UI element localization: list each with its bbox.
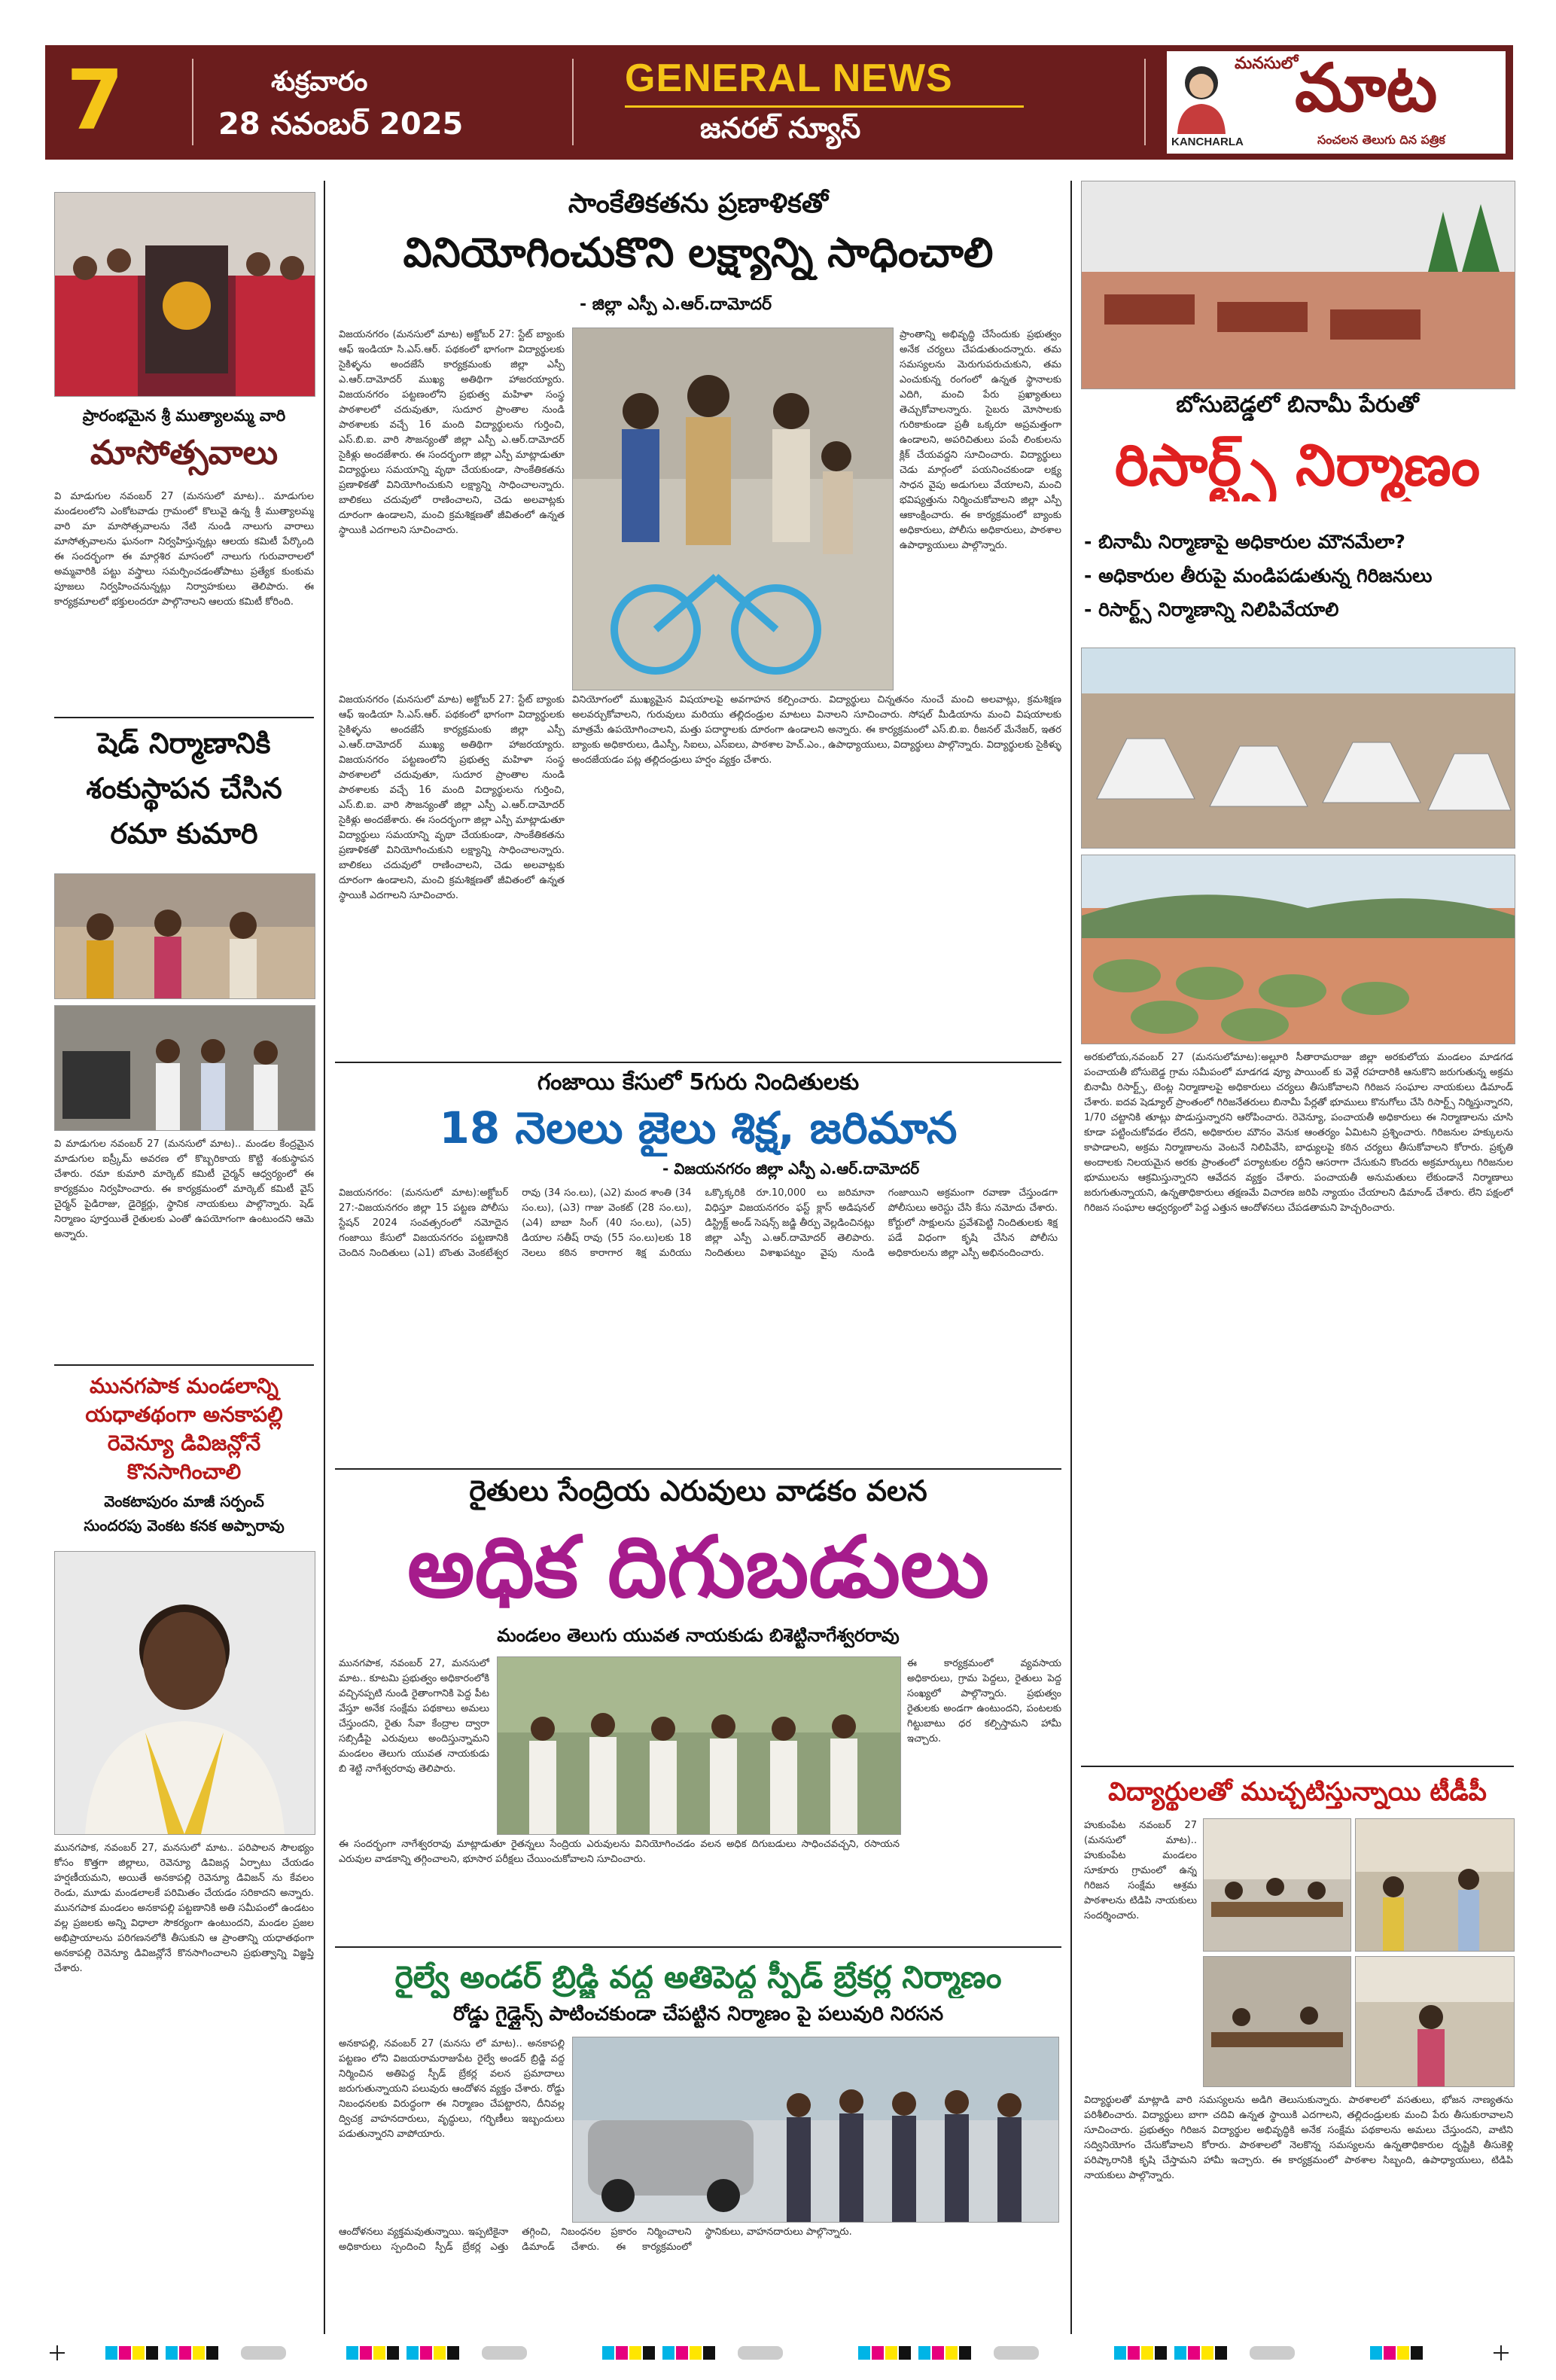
shed-photo-1: [54, 873, 315, 999]
resort-photo-3: [1081, 855, 1515, 1044]
railway-article-text: ఆందోళనలు వ్యక్తమవుతున్నాయి. ఇప్పటికైనా అధికారులు స్పందించి స్పీడ్ బ్రేకర్ల ఎత్తు తగ్గించి, నిబంధనల ప్రకారం నిర్మించాలని డిమాండ్ చేశారు. ఈ కార్యక్రమంలో స్థానికులు, వాహనదారులు పాల్గొన్నారు.: [339, 2226, 852, 2253]
tdp-article-body-bottom: విద్యార్థులతో మాట్లాడి వారి సమస్యలను అడిగి తెలుసుకున్నారు. పాఠశాలలో వసతులు, భోజన నాణ్యతను పరిశీలించారు. విద్యార్థులు బాగా చదివి ఉన్నత స్థాయికి ఎదగాలని, తల్లిదండ్రులకు మంచి పేరు తీసుకురావాలని సూచించారు. ప్రభుత్వం గిరిజన విద్యార్థుల అభివృద్ధికి అనేక సంక్షేమ పథకాలను అమలు చేస్తుందని, వాటిని సద్వినియోగం చేసుకోవాలని కోరారు. పాఠశాలలో నెలకొన్న సమస్యలను ఉన్నతాధికారుల దృష్టికి తీసుకెళ్లి పరిష్కారానికి కృషి చేస్తామని హామీ ఇచ్చారు. ఈ కార్యక్రమంలో పాఠశాల సిబ్బంది, ఉపాధ్యాయులు, టిడిపి నాయకులు పాల్గొన్నారు.: [1084, 2095, 1513, 2181]
ganja-article-kicker: గంజాయి కేసులో 5గురు నిందితులకు: [537, 1069, 860, 1096]
section-title-te: జనరల్ న్యూస్: [700, 111, 861, 145]
resort-bullet-2: - అధికారుల తీరుపై మండిపడుతున్న గిరిజనులు: [1084, 565, 1433, 587]
farmers-article-body-bottom: ఈ సందర్భంగా నాగేశ్వరరావు మాట్లాడుతూ రైతన్నలు సేంద్రియ ఎరువులను వినియోగించడం వలన అధిక దిగుబడులు సాధించవచ్చని, రసాయన ఎరువుల వాడకాన్ని తగ్గించాలని, భూసార పరీక్షలు చేయించుకోవాలని సూచించారు.: [339, 1839, 900, 1865]
header-divider-2: [572, 59, 574, 145]
tdp-article-body-left: హుకుంపేట నవంబర్ 27 (మనసులో మాట).. హుకుంపేట మండలం సూకూరు గ్రామంలో ఉన్న గిరిజన సంక్షేమ ఆశ్రమ పాఠశాలను టిడిపి నాయకులు సందర్శించారు.: [1084, 1820, 1197, 1921]
header-day: శుక్రవారం: [271, 66, 368, 97]
temple-article-body: వి మాడుగుల నవంబర్ 27 (మనసులో మాట).. మాడుగుల మండలంలోని ఎంకోటవాడు గ్రామంలో కొలువై ఉన్న శ్రీ ముత్యాలమ్మ వారి మా మాసోత్సవాలను నేటి నుండి నాలుగు వారాలు మాసోత్సవాలను ఘనంగా నిర్వహిస్తున్నట్లు ఆలయ కమిటీ పేర్కొంది ఈ సందర్భంగా ఈ మార్గశిర మాసంలో నాలుగు గురువారాలలో అమ్మవారికి పట్టు వస్త్రాలు సమర్పించడంతోపాటు ప్రత్యేక కుంకుమ పూజలు నిర్వహించనున్నట్లు నిర్వాహకులు తెలిపారు. ఈ కార్యక్రమాలలో భక్తులందరూ పాల్గొనాలని ఆలయ కమిటీ కోరింది.: [54, 491, 314, 608]
logo-tagline: సంచలన తెలుగు దిన పత్రిక: [1317, 133, 1445, 147]
ganja-article-headline: 18 నెలలు జైలు శిక్ష, జరిమాన: [439, 1102, 958, 1153]
owner-portrait-icon: [1171, 59, 1232, 134]
resort-bullet-3: - రిసార్ట్స్ నిర్మాణాన్ని నిలిపివేయాలి: [1084, 599, 1339, 620]
farmers-article-kicker: రైతులు సేంద్రియ ఎరువులు వాడకం వలన: [469, 1474, 927, 1507]
header-divider: [192, 59, 193, 145]
sarpanch-name: సుందరపు వెంకట కనక అప్పారావు: [84, 1516, 285, 1534]
logo-owner-text: KANCHARLA: [1171, 136, 1244, 148]
farmers-article-body-left: మునగపాక, నవంబర్ 27, మనసులో మాట.. కూటమి ప్రభుత్వం అధికారంలోకి వచ్చినప్పటి నుండి రైతాంగానికి పెద్ద పీట వేస్తూ అనేక సంక్షేమ పథకాలు అమలు చేస్తుందని, రైతు సేవా కేంద్రాల ద్వారా సబ్సిడీపై ఎరువులు అందిస్తున్నామని మండలం తెలుగు యువత నాయకుడు బి శెట్టి నాగేశ్వరరావు తెలిపారు.: [339, 1658, 489, 1775]
page-number: 7: [66, 52, 124, 148]
temple-headline: మాసోత్సవాలు: [90, 434, 279, 472]
sp-article-body-bottom: వినియోగంలో ముఖ్యమైన విషయాలపై అవగాహన కల్పించారు. విద్యార్థులు చిన్నతనం నుంచే మంచి అలవాట్లు, క్రమశిక్షణ అలవర్చుకోవాలని, గురువులు మరియు తల్లిదండ్రుల మాటలు వినాలని సూచించారు. సోషల్ మీడియాను మంచి విషయాలకు మాత్రమే ఉపయోగించాలని, మత్తు పదార్థాలకు దూరంగా ఉండాలని అన్నారు. ఈ కార్యక్రమంలో ఎస్.బి.ఐ. రీజనల్ మేనేజర్, ఇతర బ్యాంకు అధికారులు, డిఎస్పీ, సిఐలు, ఎస్ఐలు, పాఠశాల హెచ్.ఎం., ఉపాధ్యాయులు, విద్యార్థులు పాల్గొన్నారు. విద్యార్థులకు సైకిళ్ళు అందజేయడం పట్ల తల్లిదండ్రులు హర్షం వ్యక్తం చేశారు.: [572, 694, 1061, 766]
shed-headline-line-3: రమా కుమారి: [110, 817, 258, 850]
left-divider-1: [54, 717, 314, 718]
right-divider-1: [1081, 1766, 1514, 1767]
sarpanch-title: వెంకటాపురం మాజీ సర్పంచ్: [104, 1492, 264, 1510]
farmers-article-photo: [497, 1656, 901, 1835]
sarpanch-portrait: [54, 1551, 315, 1835]
resort-article-kicker: బోసుబెడ్డలో బినామీ పేరుతో: [1176, 392, 1419, 418]
column-rule-left: [324, 181, 325, 2334]
tdp-photo-4: [1355, 1956, 1515, 2087]
munagapaka-headline-text: మునగపాక మండలాన్ని యధాతథంగా అనకాపల్లి రెవెన్యూ డివిజన్లోనే కొనసాగించాలి: [85, 1373, 283, 1484]
railway-article-body-left: అనకాపల్లి, నవంబర్ 27 (మనసు లో మాట).. అనకాపల్లి పట్టణం లోని విజయరామరాజుపేట రైల్వే అండర్ బ్రిడ్జి వద్ద నిర్మించిన అతిపెద్ద స్పీడ్ బ్రేకర్ల వలన ప్రమాదాలు జరుగుతున్నాయని పలువురు ఆందోళన వ్యక్తం చేశారు. రోడ్డు నిబంధనలకు విరుద్ధంగా ఈ నిర్మాణం చేపట్టారని, దీనివల్ల ద్విచక్ర వాహనదారులు, వృద్ధులు, గర్భిణీలు ఇబ్బందులు పడుతున్నారని వాపోయారు.: [339, 2038, 565, 2140]
sp-article-photo: [572, 328, 894, 690]
center-divider-3: [335, 1946, 1061, 1948]
masthead: [45, 45, 1513, 160]
header-date: 28 నవంబర్ 2025: [218, 107, 464, 142]
sp-article-body-left: విజయనగరం (మనసులో మాట) అక్టోబర్ 27: స్టేట్ బ్యాంకు ఆఫ్ ఇండియా సి.ఎస్.ఆర్. పథకంలో భాగంగా విద్యార్థులకు సైకిళ్ళను అందజేసే కార్యక్రమంకు జిల్లా ఎస్పీ ఎ.ఆర్.దామోదర్ ముఖ్య అతిథిగా హాజరయ్యారు. విజయనగరం పట్టణంలోని ప్రభుత్వ మహిళా సంస్థ పాఠశాలలో చదువుతూ, సుదూర ప్రాంతాల నుండి పాఠశాలకు వచ్చే 16 మంది విద్యార్థులను గుర్తించి, ఎస్.బి.ఐ. వారి సౌజన్యంతో జిల్లా ఎస్పీ ఎ.ఆర్.దామోదర్ సైకిళ్లు అందజేశారు. ఈ సందర్భంగా జిల్లా ఎస్పీ మాట్లాడుతూ విద్యార్థులు సమయాన్ని వృథా చేయకుండా, సాంకేతికతను ప్రణాళికతో వినియోగించుకుని లక్ష్యాన్ని సాధించాలన్నారు. బాలికలు చదువులో రాణించాలని, చెడు అలవాట్లకు దూరంగా ఉండాలని, మంచి క్రమశిక్షణతో జీవితంలో ఉన్నత స్థాయికి ఎదగాలని సూచించారు.: [339, 329, 565, 536]
railway-article-photo: [572, 2037, 1059, 2223]
temple-caption: ప్రారంభమైన శ్రీ ముత్యాలమ్మ వారి: [82, 407, 286, 425]
sp-article-headline: వినియోగించుకొని లక్ష్యాన్ని సాధించాలి: [403, 229, 994, 276]
shed-article-body: వి మాడుగుల నవంబర్ 27 (మనసులో మాట).. మండల కేంద్రమైన మాడుగుల ఐస్ర్కీమ్ అవరణ లో కొబ్బరికాయ కొట్టి శంకుస్థాపన చేశారు. రమా కుమారి మార్కెట్ కమిటీ చైర్మన్ ఆధ్వర్యంలో ఈ కార్యక్రమం నిర్వహించారు. ఈ కార్యక్రమంలో మార్కెట్ కమిటీ వైస్ చైర్మన్ పైడిరాజు, డైరెక్టర్లు, స్థానిక నాయకులు పాల్గొన్నారు. షెడ్ నిర్మాణం పూర్తయితే రైతులకు ఎంతో ఉపయోగంగా ఉంటుందని ఆమె అన్నారు.: [54, 1138, 314, 1240]
resort-bullet-1: - బినామీ నిర్మాణాపై అధికారుల మౌనమేలా?: [1084, 531, 1405, 553]
sp-article-body-left-cont: విజయనగరం (మనసులో మాట) అక్టోబర్ 27: స్టేట్ బ్యాంకు ఆఫ్ ఇండియా సి.ఎస్.ఆర్. పథకంలో భాగంగా విద్యార్థులకు సైకిళ్ళను అందజేసే కార్యక్రమంకు జిల్లా ఎస్పీ ఎ.ఆర్.దామోదర్ ముఖ్య అతిథిగా హాజరయ్యారు. విజయనగరం పట్టణంలోని ప్రభుత్వ మహిళా సంస్థ పాఠశాలలో చదువుతూ, సుదూర ప్రాంతాల నుండి పాఠశాలకు వచ్చే 16 మంది విద్యార్థులను గుర్తించి, ఎస్.బి.ఐ. వారి సౌజన్యంతో జిల్లా ఎస్పీ ఎ.ఆర్.దామోదర్ సైకిళ్లు అందజేశారు. ఈ సందర్భంగా జిల్లా ఎస్పీ మాట్లాడుతూ విద్యార్థులు సమయాన్ని వృథా చేయకుండా, సాంకేతికతను ప్రణాళికతో వినియోగించుకుని లక్ష్యాన్ని సాధించాలన్నారు. బాలికలు చదువులో రాణించాలని, చెడు అలవాట్లకు దూరంగా ఉండాలని, మంచి క్రమశిక్షణతో జీవితంలో ఉన్నత స్థాయికి ఎదగాలని సూచించారు.: [339, 694, 565, 901]
resort-photo-2: [1081, 648, 1515, 849]
shed-headline-line-2: శంకుస్థాపన చేసిన: [86, 772, 282, 805]
railway-article-body-bottom: [339, 2225, 1058, 2330]
center-divider-2: [335, 1468, 1061, 1470]
ganja-article-body: [339, 1186, 1058, 1468]
sp-article-byline: - జిల్లా ఎస్పీ ఎ.ఆర్.దామోదర్: [580, 295, 772, 314]
resort-article-body: అరకులోయ,నవంబర్ 27 (మనసులోమాట):అల్లూరి సీతారామరాజు జిల్లా అరకులోయ మండలం మాడగడ పంచాయతీ బోసుబెడ్డ గ్రామ సమీపంలో మాడగడ వ్యూ పాయింట్ కు వెళ్లే రహదారికి ఆనుకొని జరుగుతున్న అక్రమ బినామీ రిసార్ట్స్, టెంట్ల నిర్మాణాలపై అధికారులు చర్యలు తీసుకోవాలని గిరిజన సంఘాల నాయకులు డిమాండ్ చేశారు. ఐదవ షెడ్యూల్ ప్రాంతంలో గిరిజనేతరులు బినామీ పేర్లతో భూములు కొనుగోలు చేసి రిసార్ట్స్ నిర్మిస్తున్నారని, 1/70 చట్టానికి తూట్లు పొడుస్తున్నారని ఆరోపించారు. రెవెన్యూ, పంచాయతీ అధికారులు ఈ నిర్మాణాలను చూసి కూడా పట్టించుకోవడం లేదని, అధికారుల మౌనం వెనుక ఆంతర్యం ఏమిటని ప్రశ్నించారు. గిరిజనుల హక్కులను కాపాడాలని, అక్రమ నిర్మాణాలను వెంటనే నిలిపివేసి, బాధ్యులపై కఠిన చర్యలు తీసుకోవాలని కోరారు. ప్రకృతి అందాలకు నిలయమైన అరకు ప్రాంతంలో పర్యాటకుల రద్దీని ఆసరాగా చేసుకుని కొందరు అక్రమార్కులు గిరిజనుల భూములను ఆక్రమిస్తున్నారని ఆవేదన వ్యక్తం చేశారు. పంచాయతీ అనుమతులు లేకుండానే నిర్మాణాలు జరుగుతున్నాయని, ఉన్నతాధికారులు తక్షణమే విచారణ జరిపి న్యాయం చేయాలని డిమాండ్ చేశారు. లేని పక్షంలో గిరిజన సంఘాల ఆధ్వర్యంలో పెద్ద ఎత్తున ఆందోళనలు చేపడతామని హెచ్చరించారు.: [1084, 1052, 1513, 1214]
farmers-article-byline: మండలం తెలుగు యువత నాయకుడు బిశెట్టినాగేశ్వరరావు: [497, 1625, 900, 1646]
munagapaka-article-body: మునగపాక, నవంబర్ 27, మనసులో మాట.. పరిపాలన సౌలభ్యం కోసం కొత్తగా జిల్లాలు, రెవెన్యూ డివిజన్ల ఏర్పాటు చేయడం హర్షణీయమని, అయితే అనకాపల్లి రెవెన్యూ డివిజన్ ను కేవలం రెండు, మూడు మండలాలకే పరిమితం చేయడం సరికాదని అన్నారు. మునగపాక మండలం అనకాపల్లి పట్టణానికి అతి సమీపంలో ఉండటం వల్ల ప్రజలకు అన్ని విధాలా సౌకర్యంగా ఉంటుందని, మండల ప్రజల అభిప్రాయాలను పరిగణనలోకి తీసుకుని ఆ ప్రాంతాన్ని యధాతథంగా అనకాపల్లి రెవెన్యూ డివిజన్లోనే కొనసాగించాలని ప్రభుత్వాన్ని విజ్ఞప్తి చేశారు.: [54, 1842, 314, 1974]
section-title-underline: [625, 105, 1024, 108]
tdp-photo-3: [1203, 1956, 1351, 2087]
farmers-article-headline: అధిక దిగుబడులు: [407, 1519, 990, 1617]
shed-headline-line-1: షెడ్ నిర్మాణానికి: [97, 727, 271, 760]
tdp-photo-2: [1355, 1818, 1515, 1952]
center-divider-1: [335, 1062, 1061, 1063]
logo-small-text: మనసులో: [1235, 54, 1299, 73]
print-registration-bar: [45, 2342, 1513, 2364]
ganja-article-text: విజయనగరం: (మనసులో మాట):అక్టోబర్ 27:-విజయనగరం జిల్లా 15 పట్టణ పోలీసు స్టేషన్ 2024 సంవత్సరంలో నమోదైన గంజాయి కేసులో విజయనగరం పట్టణానికి చెందిన నిందితులు (ఎ1) బొంతు వెంకటేశ్వర రావు (34 సం.లు), (ఎ2) మంద శాంతి (34 సం.లు), (ఎ3) గాజు వెంకట్ (28 సం.లు), (ఎ4) బాబా సింగ్ (40 సం.లు), (ఎ5) డియాల సతీష్ రావు (55 సం.లు)లకు 18 నెలలు కఠిన కారాగార శిక్ష మరియు ఒక్కొక్కరికి రూ.10,000 లు జరిమానా విధిస్తూ విజయనగరం ఫస్ట్ క్లాస్ అడిషనల్ డిస్ట్రిక్ట్ అండ్ సెషన్స్ జడ్జి తీర్పు వెల్లడించినట్లు జిల్లా ఎస్పీ ఎ.ఆర్.దామోదర్ తెలిపారు. నిందితులు విశాఖపట్నం వైపు నుండి గంజాయిని అక్రమంగా రవాణా చేస్తుండగా పోలీసులు అరెస్టు చేసి కేసు నమోదు చేశారు. కోర్టులో సాక్షులను ప్రవేశపెట్టి నిందితులకు శిక్ష పడే విధంగా కృషి చేసిన పోలీసు అధికారులను జిల్లా ఎస్పీ అభినందించారు.: [339, 1187, 1058, 1259]
railway-article-headline: రైల్వే అండర్ బ్రిడ్జి వద్ద అతిపెద్ద స్పీడ్ బ్రేకర్ల నిర్మాణం: [394, 1959, 1002, 1995]
temple-photo: [54, 192, 315, 397]
newspaper-logo: [1167, 51, 1506, 154]
section-title-en: GENERAL NEWS: [625, 56, 953, 100]
tdp-article-headline: విద్యార్థులతో ముచ్చటిస్తున్నాయి టీడీపీ: [1108, 1777, 1487, 1807]
logo-main-text: మాట: [1295, 49, 1438, 126]
sp-article-body-right: ప్రాంతాన్ని అభివృద్ధి చేసేందుకు ప్రభుత్వం అనేక చర్యలు చేపడుతుందన్నారు. తమ సమస్యలను మెరుగుపరుచుకుని, తమ ఎంచుకున్న రంగంలో ఉన్నత స్థానాలకు ఎదిగి, మంచి పేరు ప్రఖ్యాతులు తెచ్చుకోవాలన్నారు. సైబరు మోసాలకు గురికాకుండా ప్రతీ ఒక్కరూ అప్రమత్తంగా ఉండాలని, అపరిచితులు పంపే లింకులను క్లిక్ చేయవద్దని సూచించారు. విద్యార్థులు చెడు మార్గంలో పయనించకుండా లక్ష్య సాధన వైపు అడుగులు వేయాలని, మంచి భవిష్యత్తును నిర్మించుకోవాలని జిల్లా ఎస్పీ ఆకాంక్షించారు. ఈ కార్యక్రమంలో బ్యాంకు అధికారులు, పోలీసు అధికారులు, పాఠశాల ఉపాధ్యాయులు పాల్గొన్నారు.: [900, 329, 1061, 551]
munagapaka-headline: [54, 1372, 314, 1486]
tdp-photo-1: [1203, 1818, 1351, 1952]
farmers-article-body-right: ఈ కార్యక్రమంలో వ్యవసాయ అధికారులు, గ్రామ పెద్దలు, రైతులు పెద్ద సంఖ్యలో పాల్గొన్నారు. ప్రభుత్వం రైతులకు అండగా ఉంటుందని, పంటలకు గిట్టుబాటు ధర కల్పిస్తామని హామీ ఇచ్చారు.: [907, 1658, 1061, 1745]
resort-article-headline: రిసార్ట్స్ నిర్మాణం: [1114, 431, 1481, 498]
left-divider-2: [54, 1364, 314, 1366]
column-rule-right: [1070, 181, 1072, 2334]
shed-photo-2: [54, 1005, 315, 1131]
resort-photo-1: [1081, 181, 1515, 389]
header-divider-3: [1144, 59, 1146, 145]
ganja-article-byline: - విజయనగరం జిల్లా ఎస్పీ ఎ.ఆర్.దామోదర్: [662, 1160, 920, 1178]
railway-article-subhead: రోడ్డు గైడ్లైన్స్ పాటించకుండా చేపట్టిన నిర్మాణం పై పలువురి నిరసన: [452, 2003, 944, 2025]
sp-article-kicker: సాంకేతికతను ప్రణాళికతో: [568, 188, 829, 219]
